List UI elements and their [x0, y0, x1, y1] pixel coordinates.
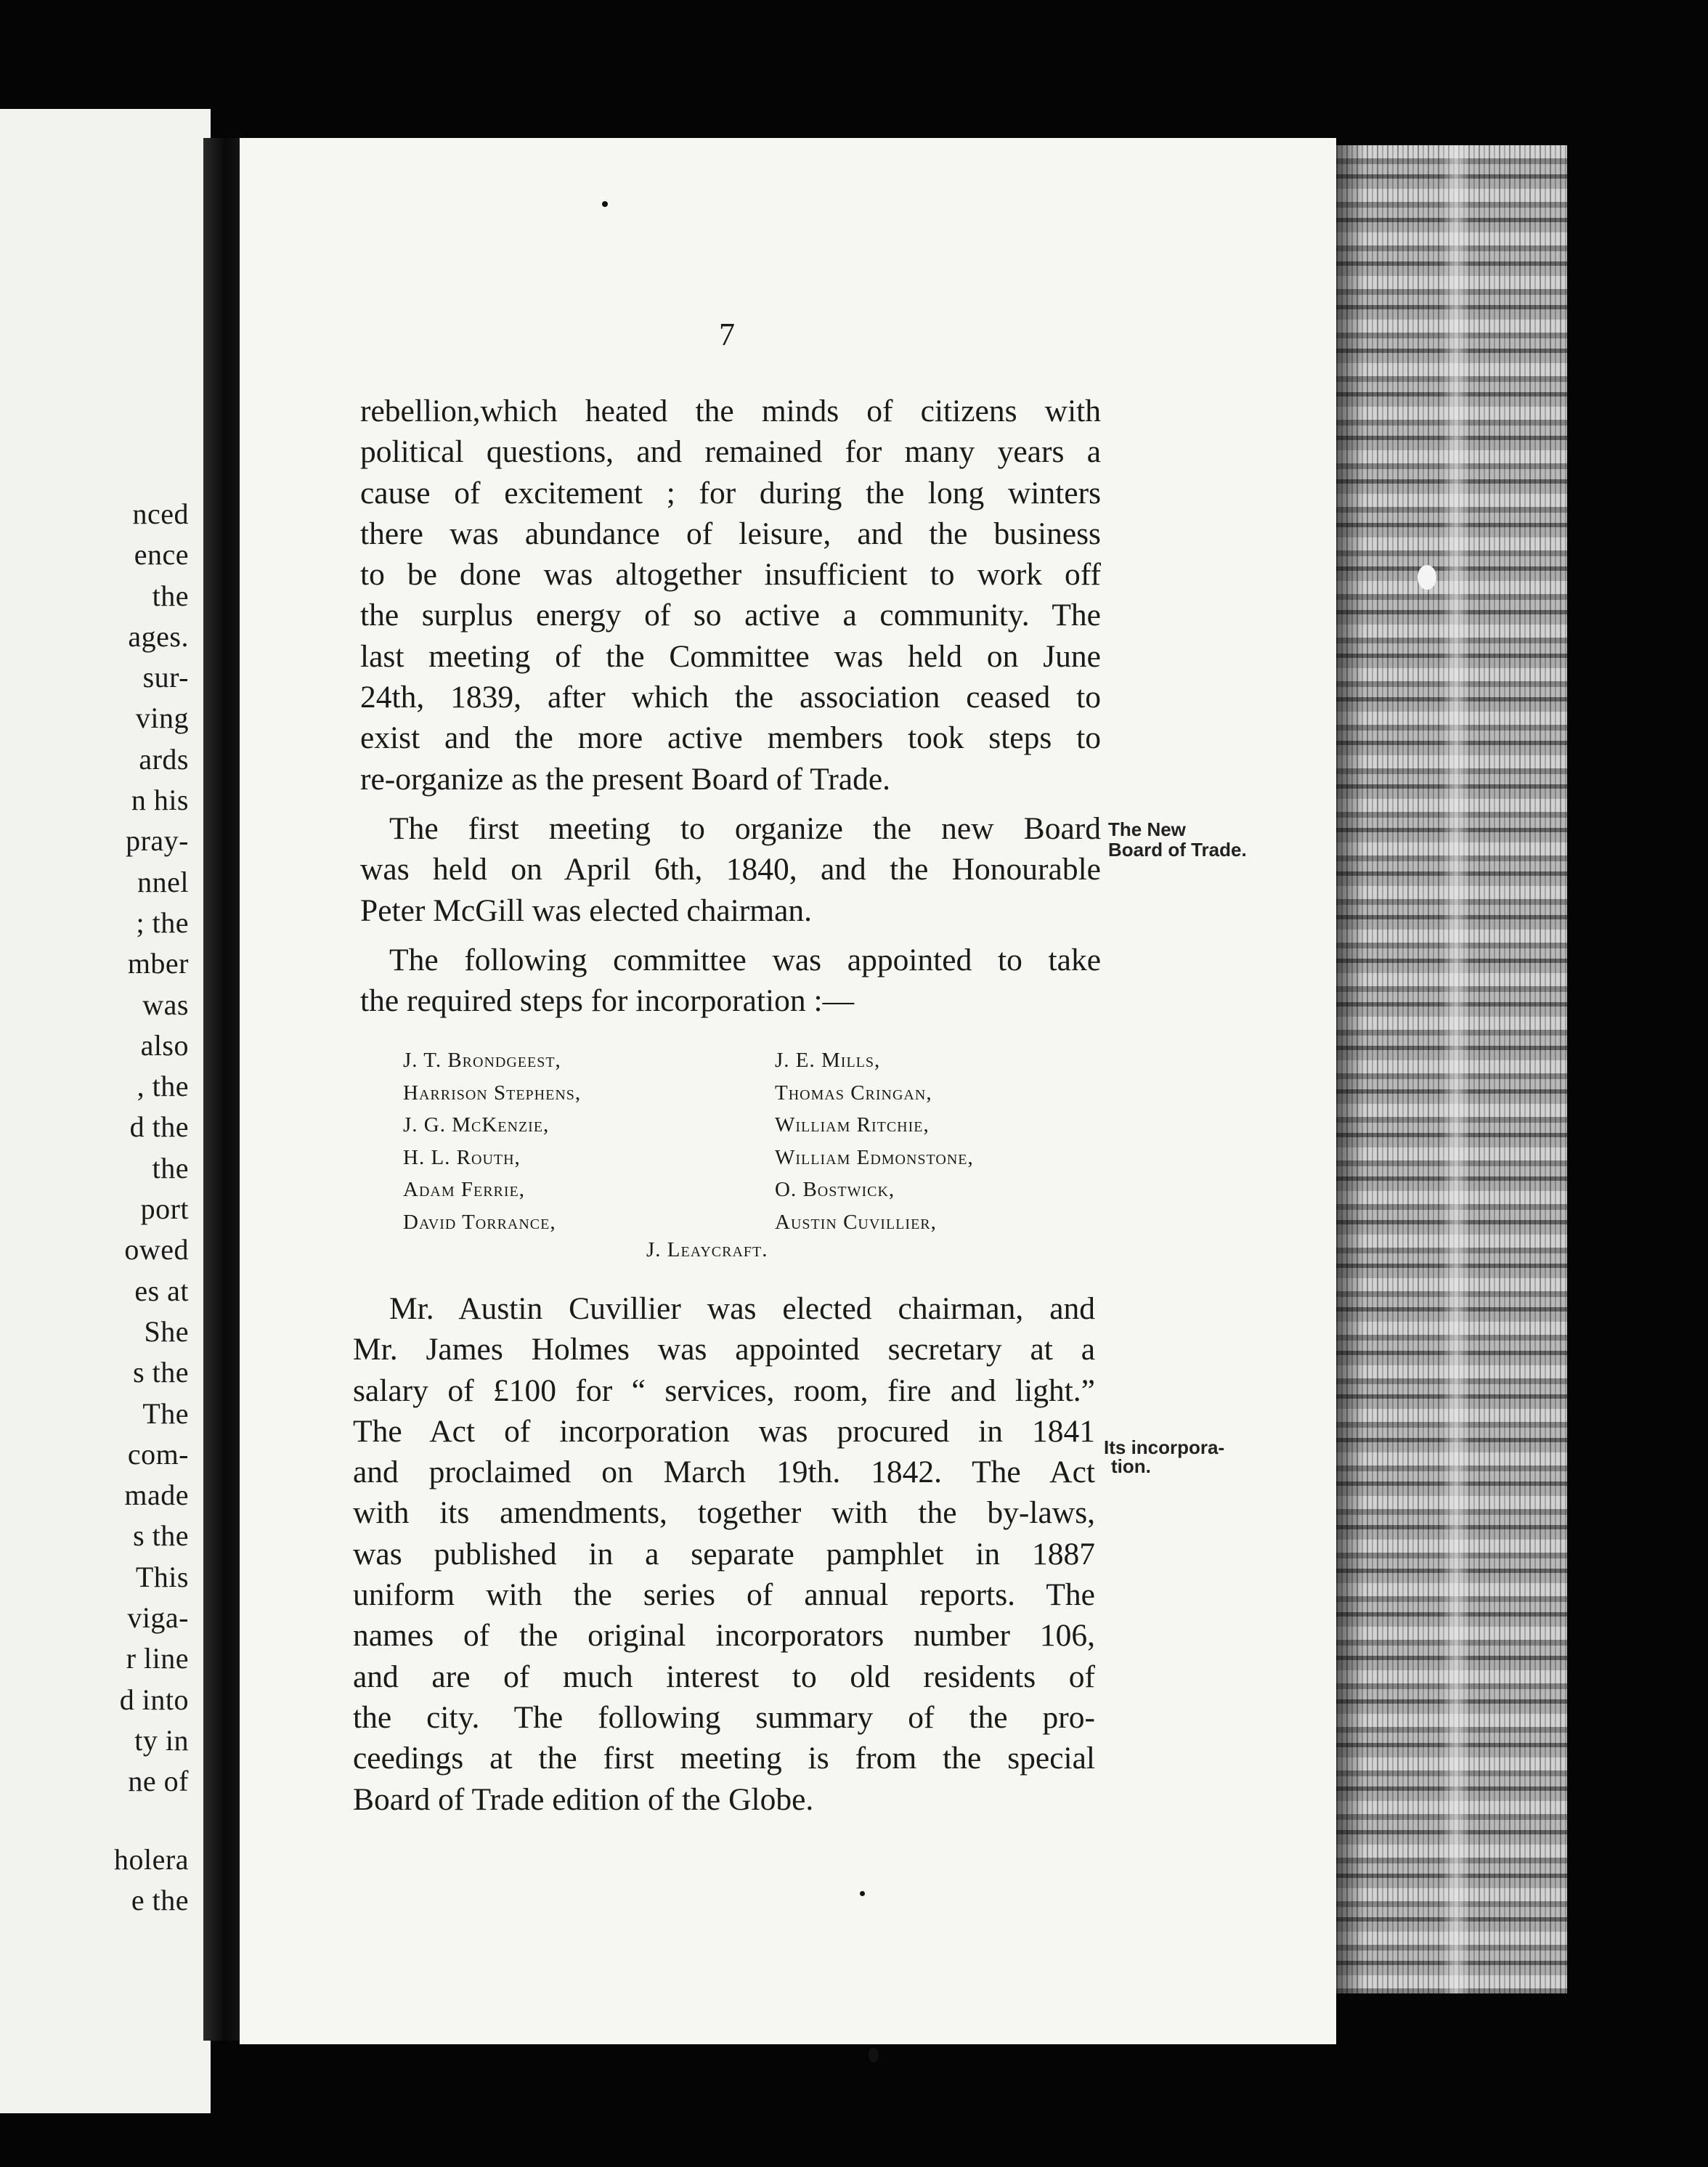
text-line: The first meeting to organize the new Board — [389, 810, 1101, 846]
left-page-line: ; the — [136, 906, 189, 939]
paragraph-committee — [360, 940, 1101, 1022]
left-page-line: was — [142, 988, 189, 1021]
left-page-line: com- — [127, 1437, 189, 1471]
page-edge-shadow — [1336, 145, 1365, 1993]
left-page-line: also — [140, 1028, 189, 1062]
member-name-final: J. Leaycraft. — [646, 1238, 768, 1261]
text-line: re-organize as the present Board of Trade. — [360, 761, 891, 797]
left-page-line: viga- — [127, 1601, 189, 1635]
member-name: Austin Cuvillier, — [775, 1210, 937, 1234]
text-line: Board of Trade edition of the Globe. — [353, 1781, 814, 1817]
left-page-text-fragments — [44, 494, 189, 1921]
member-name: William Ritchie, — [775, 1113, 930, 1137]
text-line: 24th, 1839, after which the association ceased to — [360, 680, 1101, 715]
member-name: J. E. Mills, — [775, 1049, 881, 1072]
margin-note-incorporation — [1104, 1438, 1224, 1476]
member-name: Adam Ferrie, — [403, 1178, 526, 1202]
left-page-line: es at — [134, 1274, 189, 1307]
left-page-line: d into — [119, 1683, 189, 1716]
text-line: ceedings at the first meeting is from the special — [353, 1741, 1095, 1776]
member-column-right — [775, 1044, 1109, 1239]
left-page-line: She — [144, 1314, 189, 1348]
text-line: was published in a separate pamphlet in 1887 — [353, 1536, 1095, 1572]
margin-note-line: Its incorpora- — [1104, 1436, 1225, 1458]
margin-note-line: tion. — [1111, 1455, 1151, 1477]
margin-note-line: The New — [1108, 818, 1186, 840]
dust-speck — [869, 2048, 879, 2062]
left-page-line: ages. — [128, 619, 189, 653]
dust-speck — [860, 1891, 865, 1896]
left-page-line: holera — [114, 1842, 189, 1876]
left-page-line: , the — [137, 1070, 189, 1103]
paragraph-incorporation — [353, 1288, 1095, 1820]
text-line: last meeting of the Committee was held on June — [360, 638, 1101, 674]
left-page-line: d the — [129, 1110, 189, 1144]
left-page-line: e the — [131, 1883, 189, 1916]
dust-speck — [1418, 565, 1436, 590]
page-number: 7 — [719, 317, 735, 352]
left-page-line: ving — [135, 702, 189, 735]
text-line: and are of much interest to old residents of — [353, 1659, 1095, 1694]
book-gutter — [203, 138, 240, 2041]
left-page-line: The — [142, 1396, 189, 1430]
text-line: and proclaimed on March 19th. 1842. The Act — [353, 1455, 1095, 1490]
left-page-line: mber — [127, 947, 189, 980]
left-page-line: pray- — [126, 824, 189, 858]
text-line: The Act of incorporation was procured in 1841 — [353, 1413, 1095, 1449]
text-line: with its amendments, together with the by-laws, — [353, 1495, 1095, 1531]
left-page-line: sur- — [142, 661, 189, 694]
text-line: rebellion,which heated the minds of citizens with — [360, 394, 1101, 428]
paragraph-rebellion — [360, 391, 1101, 800]
text-line: was held on April 6th, 1840, and the Honourable — [360, 852, 1101, 887]
text-line: Peter McGill was elected chairman. — [360, 893, 813, 928]
left-page-line: r line — [126, 1642, 189, 1675]
text-line: Mr. Austin Cuvillier was elected chairman, and — [389, 1291, 1095, 1326]
member-name: O. Bostwick, — [775, 1178, 895, 1202]
left-page-line: This — [135, 1560, 189, 1593]
body-text-upper — [360, 391, 1101, 1021]
text-line: uniform with the series of annual reports. The — [353, 1577, 1095, 1613]
left-page-line: nnel — [137, 865, 189, 898]
left-page-line: made — [124, 1479, 189, 1512]
text-line: the surplus energy of so active a community. The — [360, 598, 1101, 633]
text-line: names of the original incorporators number 106, — [353, 1618, 1095, 1654]
left-page-line: the — [152, 1151, 189, 1184]
left-page-line: nced — [132, 497, 189, 530]
text-line: to be done was altogether insufficient to work off — [360, 557, 1101, 593]
margin-note-new-board — [1108, 820, 1247, 859]
text-line: the required steps for incorporation :— — [360, 983, 855, 1019]
left-page-line: ence — [134, 538, 189, 572]
text-line: The following committee was appointed to take — [389, 942, 1101, 977]
left-page-line: ne of — [128, 1765, 189, 1798]
member-name: David Torrance, — [403, 1210, 556, 1234]
left-page-line: s the — [133, 1519, 189, 1553]
paragraph-first-meeting — [360, 808, 1101, 931]
member-name: H. L. Routh, — [403, 1145, 521, 1169]
margin-note-line: Board of Trade. — [1108, 839, 1247, 861]
left-page-line: owed — [124, 1233, 189, 1267]
text-line: political questions, and remained for many years a — [360, 434, 1101, 470]
left-facing-page — [0, 109, 211, 2113]
left-page-line: port — [140, 1192, 189, 1226]
text-line: cause of excitement ; for during the long winters — [360, 475, 1101, 511]
left-page-line: the — [152, 579, 189, 612]
left-page-line: s the — [133, 1356, 189, 1389]
member-name: William Edmonstone, — [775, 1145, 974, 1169]
text-line: exist and the more active members took steps to — [360, 720, 1101, 756]
left-page-line: ty in — [134, 1723, 189, 1757]
text-line: salary of £100 for “ services, room, fire and light.” — [353, 1373, 1095, 1408]
member-name: J. G. McKenzie, — [403, 1113, 550, 1137]
dust-speck — [602, 201, 608, 207]
text-line: the city. The following summary of the pro- — [353, 1699, 1095, 1735]
member-name: J. T. Brondgeest, — [403, 1049, 561, 1072]
page-edge-highlight — [1441, 145, 1471, 1993]
left-page-line: ards — [139, 742, 189, 776]
text-line: Mr. James Holmes was appointed secretary at a — [353, 1332, 1095, 1367]
member-name: Harrison Stephens, — [403, 1081, 582, 1105]
member-column-left — [403, 1044, 737, 1239]
member-name: Thomas Cringan, — [775, 1081, 932, 1105]
body-text-lower — [353, 1288, 1095, 1820]
text-line: there was abundance of leisure, and the business — [360, 516, 1101, 551]
left-page-line: n his — [131, 784, 189, 817]
